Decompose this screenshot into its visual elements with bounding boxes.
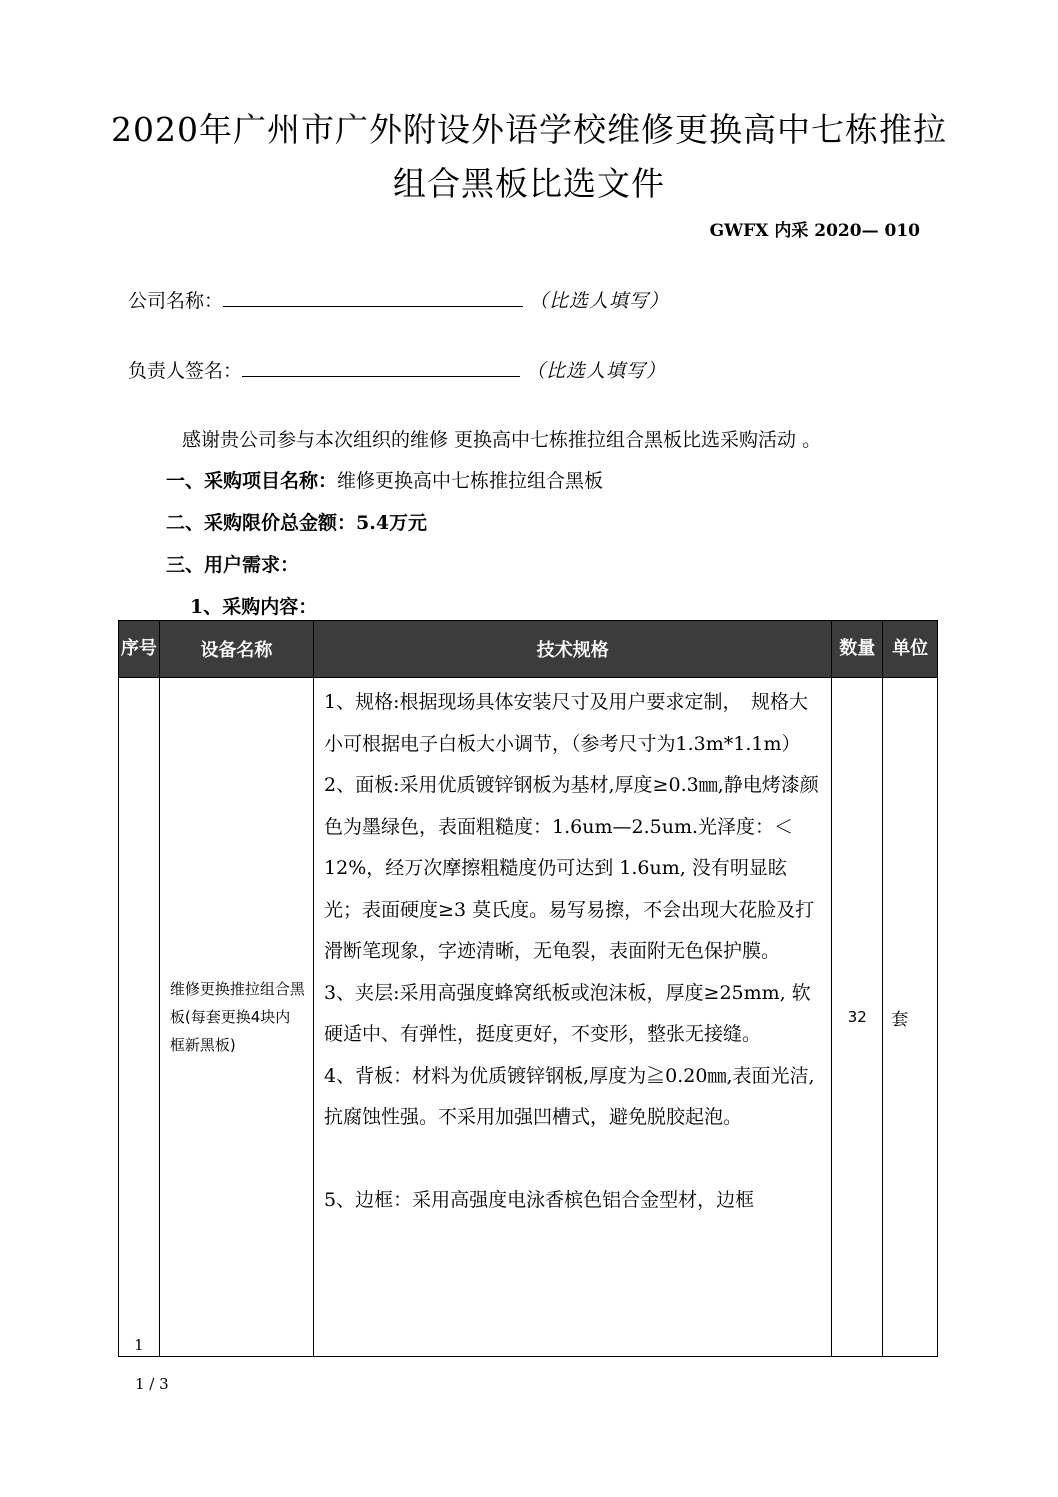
section-1 (166, 466, 603, 493)
page-number: 1 / 3 (135, 1375, 169, 1393)
company-name-label: 公司名称： (128, 290, 224, 312)
header-name: 设备名称 (159, 621, 313, 678)
table-row (119, 678, 938, 1357)
header-no: 序号 (119, 621, 160, 678)
section-1-label: 一、采购项目名称： (166, 470, 338, 492)
header-unit: 单位 (883, 621, 938, 678)
row-spec (314, 678, 832, 1357)
document-title-line-2: 组合黑板比选文件 (393, 164, 665, 203)
spec-item-2: 2、面板:采用优质镀锌钢板为基材,厚度≥0.3㎜,静电烤漆颜色为墨绿色，表面粗糙度：1.6um—2.5um.光泽度：＜12%，经万次摩擦粗糙度仍可达到 1.6um, 没有明显眩光；表面硬度≥3 莫氏度。易写易擦，不会出现大花脸及打滑断笔现象，字迹清晰，无龟裂，表面附无色保护膜。 (324, 774, 819, 962)
procurement-table (118, 620, 938, 1357)
row-no: 1 (119, 678, 160, 1357)
document-number: GWFX 内采 2020— 010 (709, 221, 920, 241)
signer-field (128, 354, 666, 383)
spec-item-4: 4、背板：材料为优质镀锌钢板,厚度为≧0.20㎜,表面光洁,抗腐蚀性强。不采用加强凹槽式，避免脱胶起泡。 (324, 1064, 815, 1128)
spec-item-5: 5、边框：采用高强度电泳香槟色铝合金型材，边框 (324, 1188, 755, 1211)
row-equipment-name: 维修更换推拉组合黑板(每套更换4块内框新黑板) (159, 678, 313, 1357)
header-qty: 数量 (832, 621, 883, 678)
company-name-hint: （比选人填写） (529, 290, 670, 312)
signer-hint: （比选人填写） (526, 360, 667, 382)
row-unit: 套 (883, 678, 938, 1357)
spec-item-3: 3、夹层:采用高强度蜂窝纸板或泡沫板，厚度≥25mm, 软硬适中、有弹性，挺度更好，不变形，整张无接缝。 (324, 981, 811, 1045)
spec-item-1: 1、规格:根据现场具体安装尺寸及用户要求定制， 规格大小可根据电子白板大小调节，（参考尺寸为1.3m*1.1m） (324, 691, 809, 755)
section-1-value: 维修更换高中七栋推拉组合黑板 (337, 470, 604, 492)
document-title-line-1: 2020年广州市广外附设外语学校维修更换高中七栋推拉 (111, 110, 947, 149)
spec-blank-line (324, 1139, 821, 1180)
section-2: 二、采购限价总金额：5.4万元 (166, 512, 428, 534)
company-name-blank[interactable] (223, 284, 523, 307)
intro-paragraph: 感谢贵公司参与本次组织的维修 更换高中七栋推拉组合黑板比选采购活动 。 (182, 429, 822, 451)
section-3-1: 1、采购内容： (190, 596, 318, 618)
signer-blank[interactable] (242, 354, 520, 377)
table-header-row (119, 621, 938, 678)
row-qty: 32 (832, 678, 883, 1357)
section-3: 三、用户需求： (166, 554, 300, 576)
header-spec: 技术规格 (314, 621, 832, 678)
company-name-field (128, 284, 669, 313)
signer-label: 负责人签名： (128, 360, 243, 382)
